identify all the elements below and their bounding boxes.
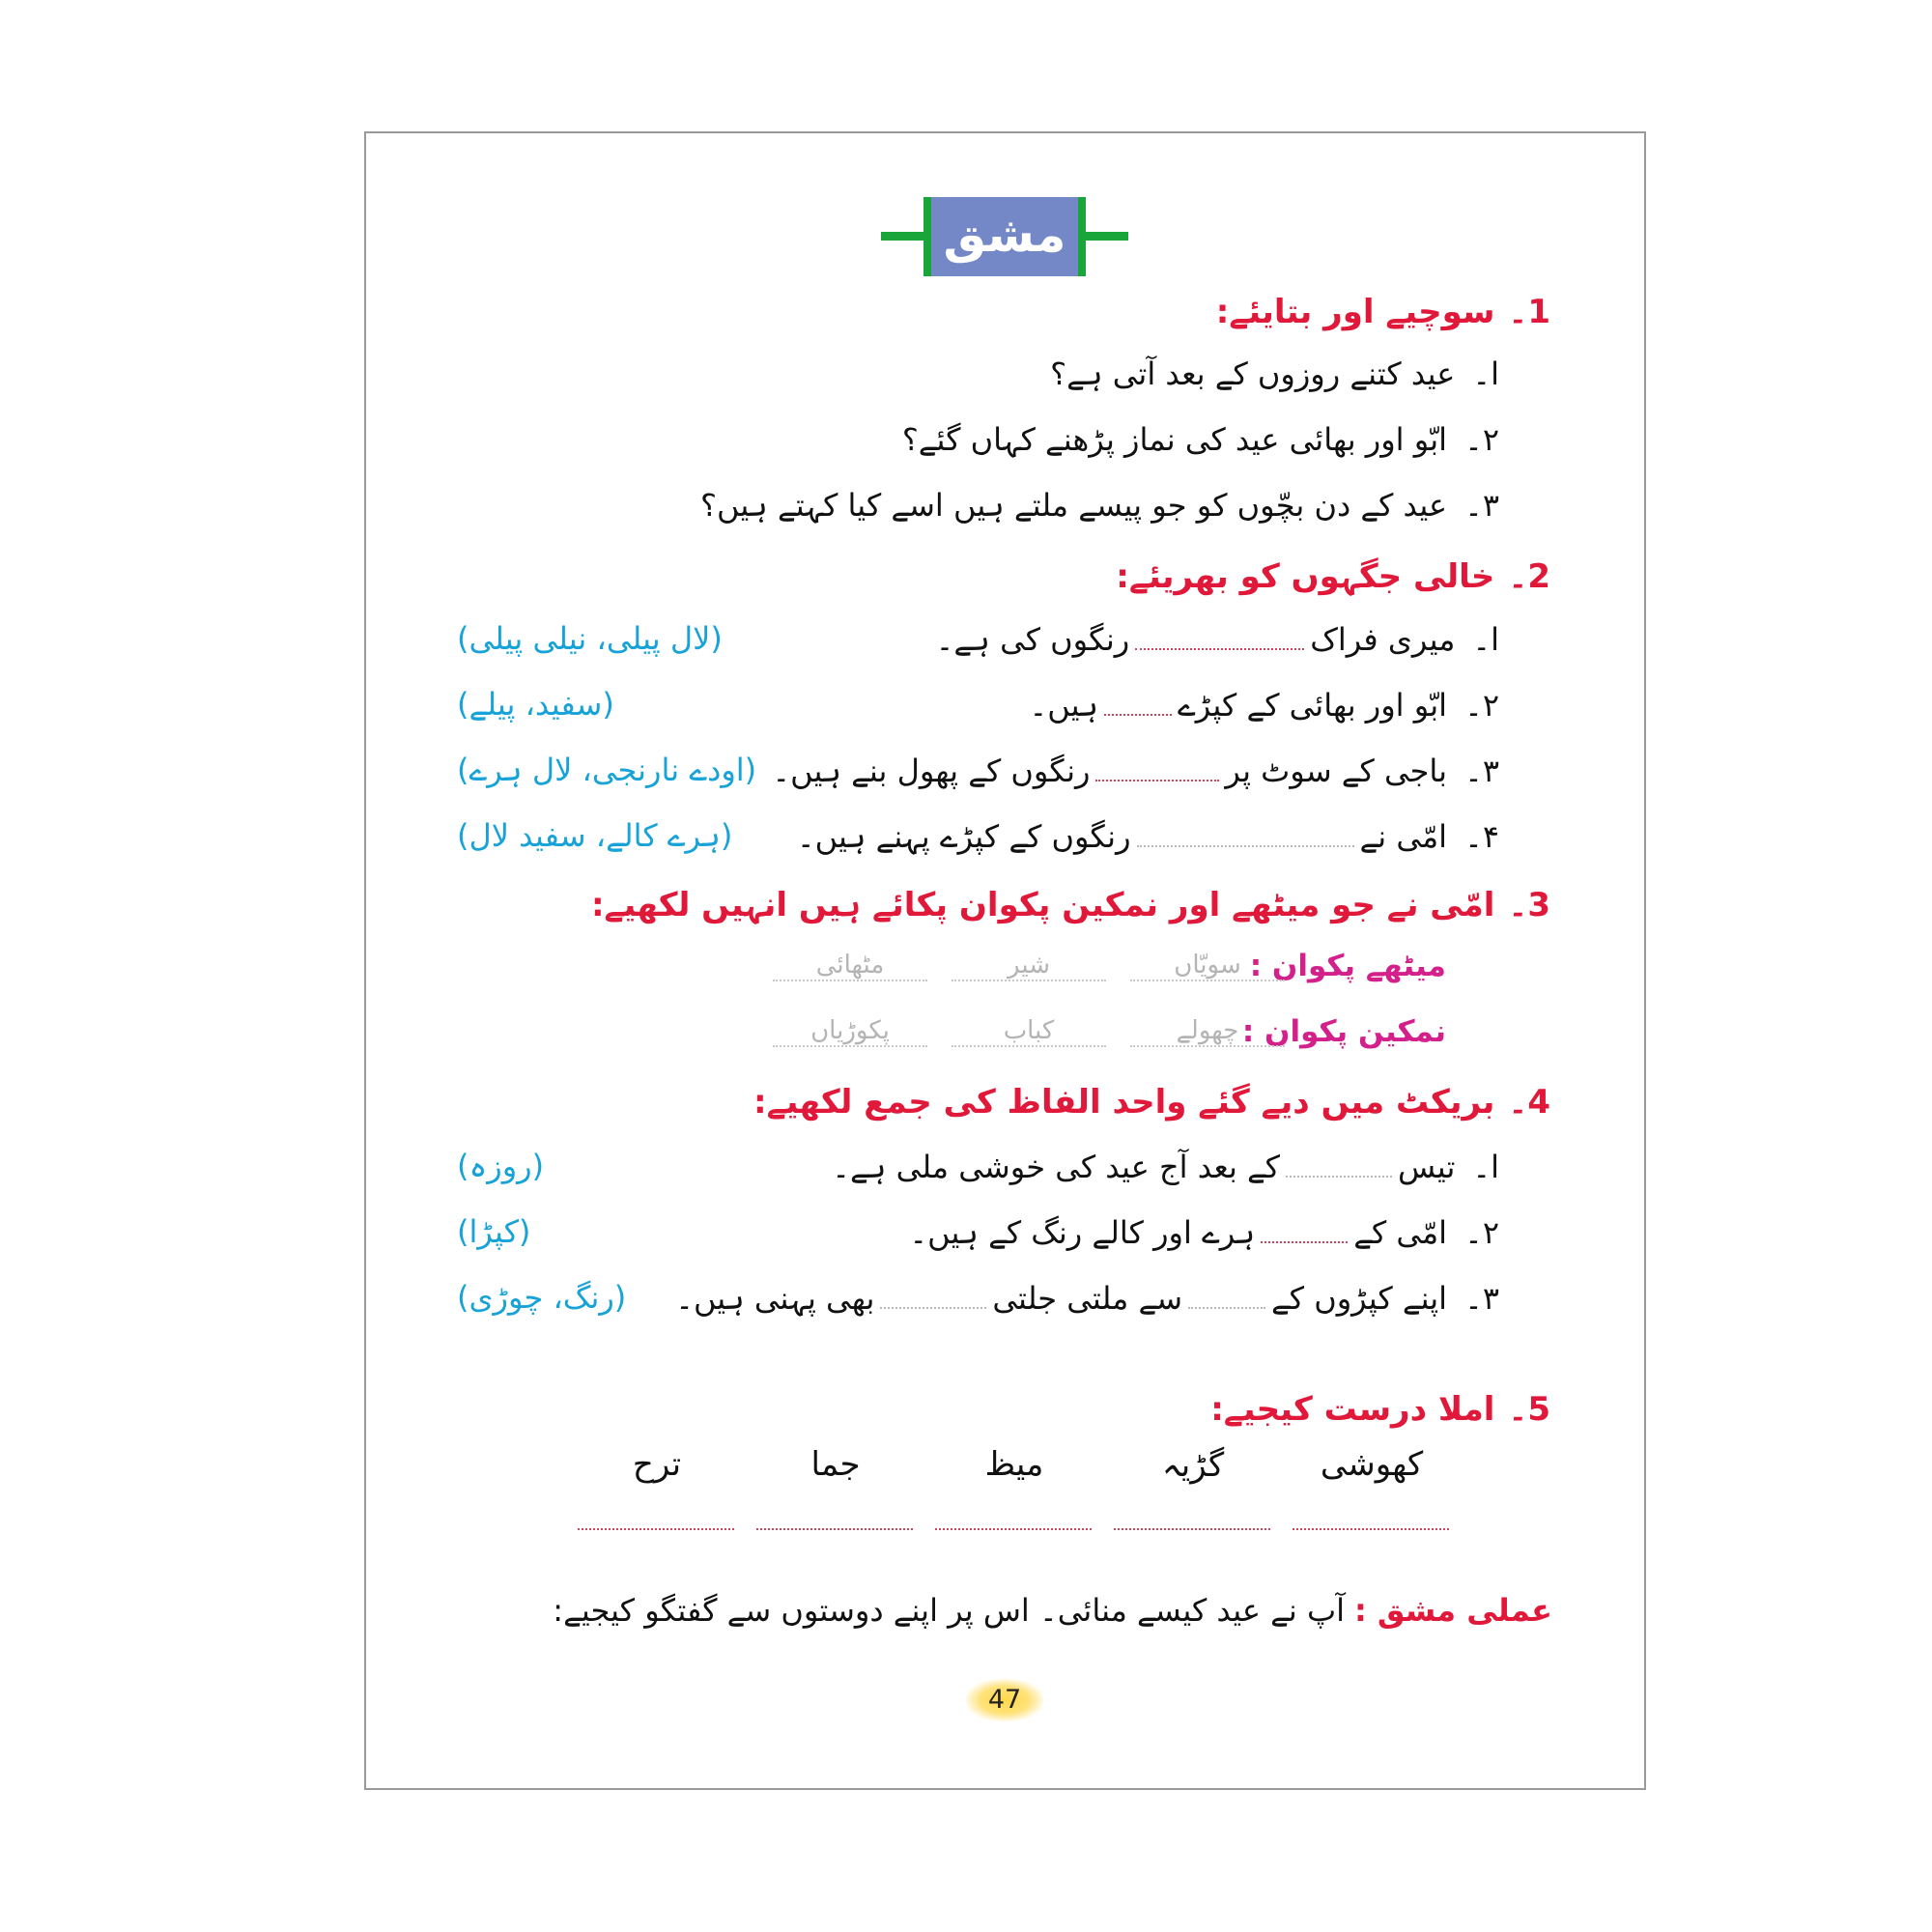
- s2-question-3: [772, 752, 1499, 789]
- s1-q1-number: ا۔: [1472, 355, 1499, 392]
- s2-q2-text-b: ہیں۔: [1029, 686, 1098, 724]
- section-1-heading: [1216, 292, 1550, 331]
- s4-question-3: [675, 1279, 1499, 1317]
- s4-q3-text-b: سے ملتی جلتی: [992, 1279, 1183, 1317]
- s2-q2-hint: (سفید، پیلے): [457, 686, 614, 723]
- s2-q4-text-a: امّی نے: [1359, 817, 1448, 855]
- section-4-title: بریکٹ میں دیے گئے واحد الفاظ کی جمع لکھیے:: [753, 1083, 1495, 1122]
- s2-q1-hint: (لال پیلی، نیلی پیلی): [457, 620, 723, 657]
- s1-q3-text: عید کے دن بچّوں کو جو پیسے ملتے ہیں اسے کیا کہتے ہیں؟: [700, 487, 1448, 524]
- s4-q1-hint: (روزہ): [457, 1148, 545, 1184]
- s1-q2-text: ابّو اور بھائی عید کی نماز پڑھنے کہاں گئے؟: [901, 421, 1448, 458]
- s4-q2-hint: (کپڑا): [457, 1213, 531, 1250]
- s2-question-2: [1029, 686, 1499, 724]
- s2-question-4: [797, 817, 1499, 855]
- s2-q4-hint: (ہرے کالے، سفید لال): [457, 817, 733, 854]
- practical-exercise-text: آپ نے عید کیسے منائی۔ اس پر اپنے دوستوں سے گفتگو کیجیے:: [553, 1592, 1345, 1629]
- s2-q1-text-b: رنگوں کی ہے۔: [935, 620, 1130, 658]
- correction-line-5[interactable]: [578, 1528, 734, 1530]
- s4-q1-number: ا۔: [1472, 1148, 1499, 1185]
- section-3-heading: [591, 885, 1550, 924]
- s2-q4-number: ۴۔: [1464, 817, 1499, 855]
- s2-q4-blank[interactable]: [1137, 817, 1354, 847]
- section-2-title: خالی جگہوں کو بھریئے:: [1116, 557, 1495, 596]
- page-title: مشق: [923, 197, 1086, 276]
- misspelled-word-2: گڑیہ: [1161, 1446, 1225, 1485]
- s2-q3-blank[interactable]: [1095, 752, 1219, 781]
- section-4-number: 4۔: [1508, 1083, 1550, 1122]
- salty-dish-2[interactable]: کباب: [952, 1016, 1106, 1047]
- exercise-title-banner: [881, 197, 1128, 276]
- s1-question-1: [1050, 355, 1499, 392]
- s4-q1-text-b: کے بعد آج عید کی خوشی ملی ہے۔: [832, 1148, 1280, 1185]
- sweet-dish-2[interactable]: شیر: [952, 951, 1106, 981]
- s2-q3-number: ۳۔: [1464, 752, 1499, 789]
- section-2-heading: [1116, 556, 1550, 596]
- s4-q2-text-b: ہرے اور کالے رنگ کے ہیں۔: [909, 1213, 1256, 1251]
- s2-q1-number: ا۔: [1472, 620, 1499, 658]
- sweet-dish-3[interactable]: مٹھائی: [773, 951, 927, 981]
- s2-q3-hint: (اودے نارنجی، لال ہرے): [457, 752, 757, 788]
- correction-line-3[interactable]: [935, 1528, 1092, 1530]
- s2-q2-text-a: ابّو اور بھائی کے کپڑے: [1177, 686, 1448, 724]
- s2-question-1: [936, 620, 1499, 658]
- s1-q3-number: ۳۔: [1464, 487, 1499, 524]
- s4-q2-blank[interactable]: [1261, 1213, 1348, 1243]
- s4-q3-hint: (رنگ، چوڑی): [457, 1279, 627, 1316]
- misspelled-word-4: جما: [810, 1445, 861, 1484]
- s1-q1-text: عید کتنے روزوں کے بعد آتی ہے؟: [1050, 355, 1456, 392]
- s4-q3-text-c: بھی پہنی ہیں۔: [675, 1279, 875, 1317]
- correction-line-1[interactable]: [1293, 1528, 1449, 1530]
- s1-question-2: [902, 421, 1499, 458]
- page-number: 47: [966, 1679, 1043, 1721]
- correction-line-2[interactable]: [1114, 1528, 1270, 1530]
- section-1-title: سوچیے اور بتایئے:: [1215, 293, 1495, 331]
- misspelled-word-5: ترح: [632, 1445, 682, 1484]
- s4-q2-text-a: امّی کے: [1353, 1213, 1448, 1251]
- s4-q3-blank-1[interactable]: [1188, 1279, 1265, 1309]
- s4-q2-number: ۲۔: [1464, 1213, 1499, 1251]
- misspelled-word-1: کھوشی: [1320, 1445, 1424, 1484]
- section-3-number: 3۔: [1508, 886, 1550, 924]
- s2-q3-text-a: باجی کے سوٹ پر: [1225, 752, 1448, 789]
- salty-dish-1[interactable]: چھولے: [1130, 1016, 1285, 1047]
- misspelled-word-3: میظ: [984, 1445, 1044, 1484]
- correction-line-4[interactable]: [756, 1528, 913, 1530]
- s2-q2-blank[interactable]: [1104, 686, 1172, 716]
- sweet-dish-1[interactable]: سویّاں: [1130, 951, 1285, 981]
- s4-question-2: [909, 1213, 1499, 1251]
- section-4-heading: [753, 1082, 1550, 1122]
- s4-q3-number: ۳۔: [1464, 1279, 1499, 1317]
- s4-q1-text-a: تیس: [1398, 1148, 1456, 1185]
- s2-q1-blank[interactable]: [1135, 620, 1304, 650]
- s4-q3-blank-2[interactable]: [880, 1279, 986, 1309]
- section-5-title: املا درست کیجیے:: [1210, 1390, 1495, 1429]
- s2-q4-text-b: رنگوں کے کپڑے پہنے ہیں۔: [796, 817, 1131, 855]
- section-3-title: امّی نے جو میٹھے اور نمکین پکوان پکائے ہیں انہیں لکھیے:: [590, 886, 1495, 924]
- section-5-number: 5۔: [1508, 1390, 1550, 1429]
- s4-question-1: [832, 1148, 1499, 1185]
- salty-dish-3[interactable]: پکوڑیاں: [773, 1016, 927, 1047]
- s2-q3-text-b: رنگوں کے پھول بنے ہیں۔: [772, 752, 1091, 789]
- section-5-heading: [1210, 1389, 1550, 1429]
- section-1-number: 1۔: [1508, 293, 1550, 331]
- section-2-number: 2۔: [1508, 557, 1550, 596]
- s4-q1-blank[interactable]: [1286, 1148, 1392, 1178]
- salty-dishes-label: نمکین پکوان :: [1241, 1014, 1446, 1049]
- s4-q3-text-a: اپنے کپڑوں کے: [1271, 1279, 1448, 1317]
- s2-q2-number: ۲۔: [1464, 686, 1499, 724]
- s1-q2-number: ۲۔: [1464, 421, 1499, 458]
- practical-exercise-label: عملی مشق :: [1353, 1592, 1552, 1629]
- practical-exercise: [553, 1592, 1552, 1629]
- s2-q1-text-a: میری فراک: [1310, 620, 1456, 658]
- sweet-dishes-label: میٹھے پکوان :: [1249, 949, 1446, 983]
- s1-question-3: [700, 487, 1499, 524]
